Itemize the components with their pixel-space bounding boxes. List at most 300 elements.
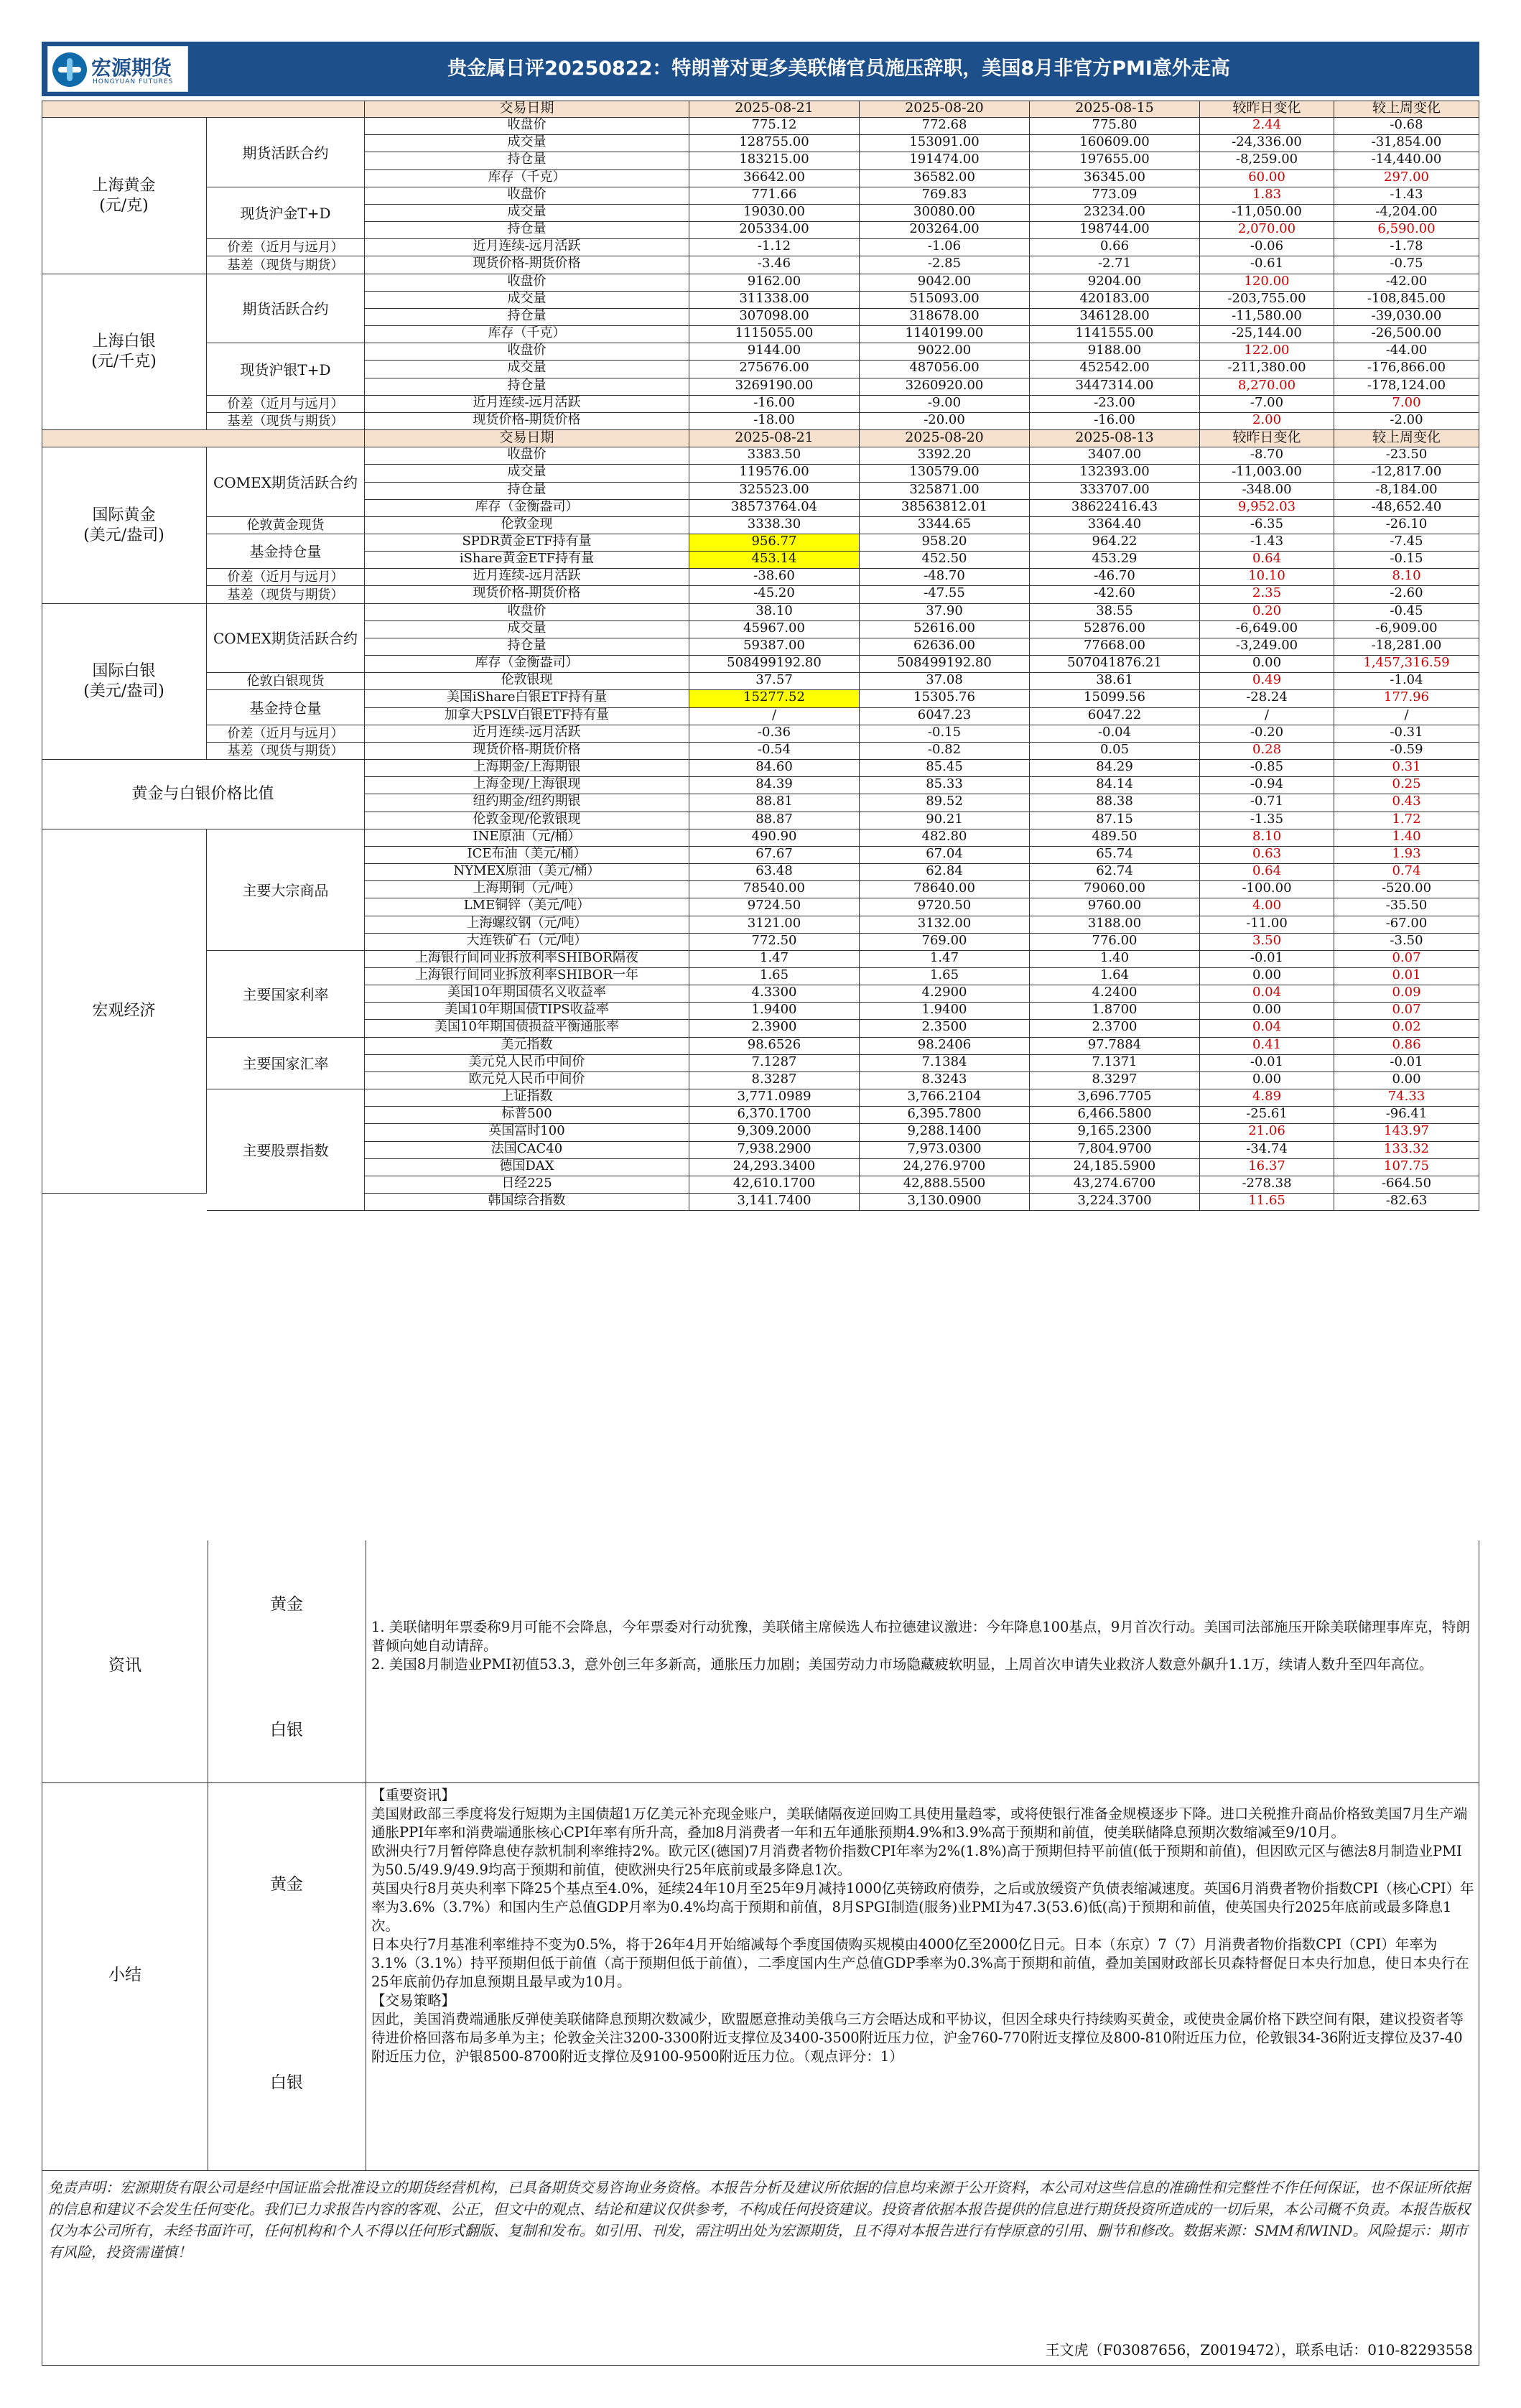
table-cell: 77668.00 [1030, 638, 1200, 656]
table-cell: 1.9400 [860, 1003, 1030, 1020]
table-cell: 769.00 [860, 934, 1030, 951]
table-cell: -278.38 [1200, 1176, 1334, 1194]
table-cell: 42,610.1700 [689, 1176, 860, 1194]
table-cell: 36582.00 [860, 170, 1030, 187]
table-cell: 452542.00 [1030, 361, 1200, 378]
table-cell: 956.77 [689, 534, 860, 552]
row-label: 加拿大PSLV白银ETF持有量 [365, 708, 689, 725]
table-cell: -35.50 [1334, 898, 1479, 916]
table-cell: 3,141.7400 [689, 1194, 860, 1211]
table-cell: -0.01 [1200, 1055, 1334, 1072]
table-cell: 1.65 [689, 968, 860, 985]
table-cell: 333707.00 [1030, 483, 1200, 500]
table-cell: 21.06 [1200, 1124, 1334, 1142]
table-cell: 59387.00 [689, 638, 860, 656]
table-cell: 62636.00 [860, 638, 1030, 656]
table-cell: 36345.00 [1030, 170, 1200, 187]
table-cell: -34.74 [1200, 1142, 1334, 1159]
summary-strategy: 因此，美国消费端通胀反弹使美联储降息预期次数减少，欧盟愿意推动美俄乌三方会晤达成和平协议，但因全球央行持续购买黄金，或使贵金属价格下跌空间有限，建议投资者等待进价格回落布局多单为主；伦敦金关注3200-3300附近支撑位及3400-3500附近压力位，沪金760-770附近支撑位及800-810附近压力位，伦敦银34-36附近支撑位及37-40附近压力位，沪银8500-8700附近支撑位及9100-9500附近压力位。（观点评分：1） [371, 2011, 1464, 2065]
disclaimer-text: 免责声明：宏源期货有限公司是经中国证监会批准设立的期货经营机构，已具备期货交易咨询业务资格。本报告分析及建议所依据的信息均来源于公开资料，本公司对这些信息的准确性和完整性不作任何保证，也不保证所依据的信息和建议不会发生任何变化。我们已力求报告内容的客观、公正，但文中的观点、结论和建议仅供参考，不构成任何投资建议。投资者依据本报告提供的信息进行期货投资所造成的一切后果，本公司概不负责。本报告版权仅为本公司所有，未经书面许可，任何机构和个人不得以任何形式翻版、复制和发布。如引用、刊发，需注明出处为宏源期货，且不得对本报告进行有悖原意的引用、删节和修改。数据来源：SMM和WIND。风险提示：期市有风险，投资需谨慎！ [48, 2179, 1470, 2261]
table-header-cell: 较昨日变化 [1200, 101, 1334, 118]
table-cell: 7.1371 [1030, 1055, 1200, 1072]
table-cell: 3364.40 [1030, 517, 1200, 534]
author-contact: 王文虎（F03087656，Z0019472），联系电话：010-82293558 [1045, 2341, 1473, 2358]
subgroup-label: 现货沪金T+D [207, 187, 365, 239]
table-cell: 0.00 [1334, 1072, 1479, 1089]
table-cell: 62.84 [860, 864, 1030, 881]
summary-section [42, 1783, 1479, 2171]
table-header-cell: 2025-08-21 [689, 101, 860, 118]
table-cell: -7.45 [1334, 534, 1479, 552]
row-label: ICE布油（美元/桶） [365, 847, 689, 864]
subgroup-label: 主要大宗商品 [207, 829, 365, 951]
table-cell: 2.44 [1200, 118, 1334, 135]
row-label: iShare黄金ETF持有量 [365, 552, 689, 569]
table-cell: -0.01 [1200, 951, 1334, 968]
table-cell: -6,649.00 [1200, 621, 1334, 638]
table-cell: 489.50 [1030, 829, 1200, 847]
subgroup-label: 主要股票指数 [207, 1089, 365, 1211]
row-label: 上海期铜（元/吨） [365, 881, 689, 898]
table-cell: 6,395.7800 [860, 1107, 1030, 1124]
subgroup-label: 基差（现货与期货） [207, 743, 365, 760]
table-cell: 3.50 [1200, 934, 1334, 951]
summary-text [371, 1786, 1474, 2066]
table-cell: 0.00 [1200, 968, 1334, 985]
subgroup-label: 伦敦白银现货 [207, 673, 365, 690]
row-label: 持仓量 [365, 222, 689, 239]
table-cell: 23234.00 [1030, 205, 1200, 222]
table-cell: 772.68 [860, 118, 1030, 135]
table-cell: 9,165.2300 [1030, 1124, 1200, 1142]
table-cell: 8.10 [1200, 829, 1334, 847]
table-cell: 45967.00 [689, 621, 860, 638]
table-cell: 0.00 [1200, 1003, 1334, 1020]
table-cell: 3269190.00 [689, 378, 860, 396]
table-cell: -1.35 [1200, 812, 1334, 829]
report-page [42, 42, 1479, 2366]
table-cell: 0.31 [1334, 760, 1479, 777]
table-cell: -3,249.00 [1200, 638, 1334, 656]
table-cell: 307098.00 [689, 309, 860, 326]
table-cell: 119576.00 [689, 465, 860, 483]
subgroup-label: 价差（近月与远月） [207, 725, 365, 743]
table-cell: 1.40 [1030, 951, 1200, 968]
table-cell: 97.7884 [1030, 1038, 1200, 1055]
table-cell: -47.55 [860, 586, 1030, 604]
report-title: 贵金属日评20250822：特朗普对更多美联储官员施压辞职，美国8月非官方PMI意外走高 [447, 57, 1230, 80]
subgroup-label: 基金持仓量 [207, 690, 365, 725]
table-cell: 4.2900 [860, 985, 1030, 1003]
row-label: 伦敦金现/伦敦银现 [365, 812, 689, 829]
row-label: 成交量 [365, 292, 689, 309]
row-label: 美元兑人民币中间价 [365, 1055, 689, 1072]
row-label: 现货价格-期货价格 [365, 586, 689, 604]
row-label: 美国iShare白银ETF持有量 [365, 690, 689, 708]
table-cell: 1.8700 [1030, 1003, 1200, 1020]
table-cell: 1.93 [1334, 847, 1479, 864]
table-cell: -24,336.00 [1200, 135, 1334, 152]
table-cell: 325871.00 [860, 483, 1030, 500]
table-cell: -0.31 [1334, 725, 1479, 743]
table-cell: 0.09 [1334, 985, 1479, 1003]
table-cell: 4.3300 [689, 985, 860, 1003]
table-cell: -0.15 [1334, 552, 1479, 569]
table-cell: 10.10 [1200, 569, 1334, 586]
table-cell: 9204.00 [1030, 274, 1200, 292]
table-cell: -0.45 [1334, 604, 1479, 621]
table-cell: 128755.00 [689, 135, 860, 152]
row-label: 近月连续-远月活跃 [365, 725, 689, 743]
table-cell: 3,771.0989 [689, 1089, 860, 1107]
table-cell: 89.52 [860, 794, 1030, 812]
table-cell: 15277.52 [689, 690, 860, 708]
row-label: 韩国综合指数 [365, 1194, 689, 1211]
table-cell: 79060.00 [1030, 881, 1200, 898]
table-cell: 0.04 [1200, 1020, 1334, 1038]
table-cell: -520.00 [1334, 881, 1479, 898]
row-label: 英国富时100 [365, 1124, 689, 1142]
table-cell: 38563812.01 [860, 500, 1030, 517]
table-cell: 0.74 [1334, 864, 1479, 881]
table-cell: -203,755.00 [1200, 292, 1334, 309]
table-cell: 15099.56 [1030, 690, 1200, 708]
table-cell: -4,204.00 [1334, 205, 1479, 222]
table-cell: 60.00 [1200, 170, 1334, 187]
group-label: 上海黄金 (元/克) [42, 118, 207, 274]
table-cell: 0.04 [1200, 985, 1334, 1003]
table-header-cell: 较昨日变化 [1200, 430, 1334, 447]
table-cell: 0.01 [1334, 968, 1479, 985]
table-header-cell: 2025-08-15 [1030, 101, 1200, 118]
table-cell: 3344.65 [860, 517, 1030, 534]
row-label: INE原油（元/桶） [365, 829, 689, 847]
table-cell: -9.00 [860, 396, 1030, 413]
table-cell: 133.32 [1334, 1142, 1479, 1159]
table-cell: 38.61 [1030, 673, 1200, 690]
table-cell: 776.00 [1030, 934, 1200, 951]
row-label: 收盘价 [365, 343, 689, 361]
table-cell: 37.57 [689, 673, 860, 690]
table-cell: 38.55 [1030, 604, 1200, 621]
subgroup-label: 基差（现货与期货） [207, 586, 365, 604]
table-cell: -67.00 [1334, 916, 1479, 934]
table-cell: 1,457,316.59 [1334, 656, 1479, 673]
news-section-label: 资讯 [108, 1656, 141, 1675]
summary-section-label: 小结 [108, 1966, 141, 1984]
row-label: 库存（千克） [365, 326, 689, 343]
table-cell: 4.00 [1200, 898, 1334, 916]
table-cell: 7,938.2900 [689, 1142, 860, 1159]
row-label: 美国10年期国债TIPS收益率 [365, 1003, 689, 1020]
table-cell: 85.45 [860, 760, 1030, 777]
table-cell: 1.72 [1334, 812, 1479, 829]
table-cell: -8,259.00 [1200, 152, 1334, 170]
table-cell: 30080.00 [860, 205, 1030, 222]
table-cell: -12,817.00 [1334, 465, 1479, 483]
table-cell: 3,696.7705 [1030, 1089, 1200, 1107]
table-cell: 11.65 [1200, 1194, 1334, 1211]
table-header-cell: 交易日期 [365, 430, 689, 447]
table-cell: 0.64 [1200, 552, 1334, 569]
table-cell: -26,500.00 [1334, 326, 1479, 343]
table-cell: 3260920.00 [860, 378, 1030, 396]
table-cell: -2.60 [1334, 586, 1479, 604]
table-cell: 130579.00 [860, 465, 1030, 483]
group-label: 国际黄金 (美元/盎司) [42, 447, 207, 604]
table-cell: 3132.00 [860, 916, 1030, 934]
table-cell: 2.3500 [860, 1020, 1030, 1038]
row-label: 成交量 [365, 621, 689, 638]
row-label: 近月连续-远月活跃 [365, 239, 689, 256]
subgroup-label: 价差（近月与远月） [207, 239, 365, 256]
subgroup-label: 现货沪银T+D [207, 343, 365, 396]
table-cell: 177.96 [1334, 690, 1479, 708]
table-cell: 7,804.9700 [1030, 1142, 1200, 1159]
table-cell: -0.01 [1334, 1055, 1479, 1072]
table-cell: 38622416.43 [1030, 500, 1200, 517]
table-cell: 205334.00 [689, 222, 860, 239]
table-cell: 24,293.3400 [689, 1159, 860, 1176]
table-cell: -11,580.00 [1200, 309, 1334, 326]
table-cell: 1.47 [689, 951, 860, 968]
subgroup-label: 主要国家汇率 [207, 1038, 365, 1089]
row-label: 美元指数 [365, 1038, 689, 1055]
table-cell: -664.50 [1334, 1176, 1479, 1194]
table-cell: 107.75 [1334, 1159, 1479, 1176]
table-cell: -38.60 [689, 569, 860, 586]
table-cell: 325523.00 [689, 483, 860, 500]
table-cell: 318678.00 [860, 309, 1030, 326]
table-header-cell: 较上周变化 [1334, 430, 1479, 447]
table-cell: / [1334, 708, 1479, 725]
table-cell: 0.07 [1334, 1003, 1479, 1020]
table-cell: 16.37 [1200, 1159, 1334, 1176]
table-header-cell: 2025-08-13 [1030, 430, 1200, 447]
row-label: 近月连续-远月活跃 [365, 396, 689, 413]
subgroup-label: 基金持仓量 [207, 534, 365, 569]
table-cell: 1.40 [1334, 829, 1479, 847]
table-cell: -348.00 [1200, 483, 1334, 500]
table-cell: 9042.00 [860, 274, 1030, 292]
table-cell: 37.90 [860, 604, 1030, 621]
table-cell: -108,845.00 [1334, 292, 1479, 309]
table-cell: 0.00 [1200, 1072, 1334, 1089]
table-header-blank [42, 101, 365, 118]
table-cell: 0.00 [1200, 656, 1334, 673]
table-cell: 6,466.5800 [1030, 1107, 1200, 1124]
row-label: 上海银行间同业拆放利率SHIBOR隔夜 [365, 951, 689, 968]
table-cell: -1.12 [689, 239, 860, 256]
news-gold-label: 黄金 [270, 1595, 303, 1614]
table-cell: -0.20 [1200, 725, 1334, 743]
table-cell: 65.74 [1030, 847, 1200, 864]
table-cell: 6047.23 [860, 708, 1030, 725]
table-cell: / [689, 708, 860, 725]
table-cell: -1.06 [860, 239, 1030, 256]
row-label: SPDR黄金ETF持有量 [365, 534, 689, 552]
row-label: 纽约期金/纽约期银 [365, 794, 689, 812]
table-cell: 420183.00 [1030, 292, 1200, 309]
table-cell: -46.70 [1030, 569, 1200, 586]
table-cell: 8,270.00 [1200, 378, 1334, 396]
row-label: 伦敦金现 [365, 517, 689, 534]
table-cell: 3,224.3700 [1030, 1194, 1200, 1211]
table-cell: 0.66 [1030, 239, 1200, 256]
summary-silver-label: 白银 [270, 2073, 303, 2092]
table-cell: 120.00 [1200, 274, 1334, 292]
table-cell: 62.74 [1030, 864, 1200, 881]
table-cell: 9,952.03 [1200, 500, 1334, 517]
table-header-cell: 交易日期 [365, 101, 689, 118]
row-label: 收盘价 [365, 118, 689, 135]
table-cell: 275676.00 [689, 361, 860, 378]
table-cell: 964.22 [1030, 534, 1200, 552]
summary-gold-label: 黄金 [270, 1875, 303, 1894]
summary-paragraph: 欧洲央行7月暂停降息使存款机制利率维持2%。欧元区(德国)7月消费者物价指数CPI年率为2%(1.8%)高于预期但持平前值(低于预期和前值)，但因欧元区与德法8月制造业PMI为50.5/49.9/49.9均高于预期和前值，使欧洲央行25年底前或最多降息1次。 [371, 1843, 1462, 1878]
table-cell: 52616.00 [860, 621, 1030, 638]
table-cell: 769.83 [860, 187, 1030, 205]
table-cell: -8,184.00 [1334, 483, 1479, 500]
table-cell: -1.43 [1334, 187, 1479, 205]
table-cell: -45.20 [689, 586, 860, 604]
row-label: 法国CAC40 [365, 1142, 689, 1159]
table-cell: / [1200, 708, 1334, 725]
table-cell: -0.82 [860, 743, 1030, 760]
table-cell: 122.00 [1200, 343, 1334, 361]
row-label: 上证指数 [365, 1089, 689, 1107]
table-cell: 3338.30 [689, 517, 860, 534]
row-label: 成交量 [365, 465, 689, 483]
table-cell: 6047.22 [1030, 708, 1200, 725]
row-label: 收盘价 [365, 187, 689, 205]
table-cell: 88.38 [1030, 794, 1200, 812]
table-cell: 19030.00 [689, 205, 860, 222]
table-cell: -0.71 [1200, 794, 1334, 812]
table-cell: 2.3700 [1030, 1020, 1200, 1038]
table-cell: 42,888.5500 [860, 1176, 1030, 1194]
table-cell: 1.9400 [689, 1003, 860, 1020]
news-text [371, 1618, 1474, 1674]
table-cell: 9188.00 [1030, 343, 1200, 361]
logo-mark-icon [52, 52, 87, 87]
table-cell: 7,973.0300 [860, 1142, 1030, 1159]
table-cell: -3.50 [1334, 934, 1479, 951]
row-label: NYMEX原油（美元/桶） [365, 864, 689, 881]
table-cell: -1.04 [1334, 673, 1479, 690]
logo-text-cn: 宏源期货 [91, 56, 172, 80]
table-cell: 0.49 [1200, 673, 1334, 690]
table-cell: 453.14 [689, 552, 860, 569]
subgroup-label: 价差（近月与远月） [207, 569, 365, 586]
table-cell: 9144.00 [689, 343, 860, 361]
table-cell: 1.65 [860, 968, 1030, 985]
row-label: 现货价格-期货价格 [365, 413, 689, 430]
table-cell: -100.00 [1200, 881, 1334, 898]
row-label: 大连铁矿石（元/吨） [365, 934, 689, 951]
table-cell: -0.61 [1200, 256, 1334, 274]
row-label: 成交量 [365, 135, 689, 152]
table-cell: 346128.00 [1030, 309, 1200, 326]
summary-paragraph: 英国央行8月英央利率下降25个基点至4.0%，延续24年10月至25年9月减持1000亿英镑政府债券，之后或放缓资产负债表缩减速度。英国6月消费者物价指数CPI（核心CPI）年率为3.6%（3.7%）和国内生产总值GDP月率为0.4%均高于预期和前值，8月SPGI制造(服务)业PMI为47.3(53.6)低(高)于预期和前值，使英国央行2025年底前或最多降息1次。 [371, 1880, 1474, 1934]
table-cell: -42.00 [1334, 274, 1479, 292]
table-cell: 0.64 [1200, 864, 1334, 881]
table-cell: 9022.00 [860, 343, 1030, 361]
table-cell: 0.43 [1334, 794, 1479, 812]
table-cell: 508499192.80 [860, 656, 1030, 673]
table-cell: 3407.00 [1030, 447, 1200, 465]
table-cell: -0.94 [1200, 777, 1334, 794]
table-cell: -20.00 [860, 413, 1030, 430]
table-cell: 3188.00 [1030, 916, 1200, 934]
table-cell: 3392.20 [860, 447, 1030, 465]
table-cell: 1141555.00 [1030, 326, 1200, 343]
news-item: 2. 美国8月制造业PMI初值53.3，意外创三年多新高，通胀压力加剧；美国劳动力市场隐藏疲软明显，上周首次申请失业救济人数意外飙升1.1万，续请人数升至四年高位。 [371, 1656, 1433, 1673]
row-label: 日经225 [365, 1176, 689, 1194]
row-label: 持仓量 [365, 378, 689, 396]
subgroup-label: 基差（现货与期货） [207, 256, 365, 274]
report-header [42, 42, 1479, 96]
table-cell: 0.25 [1334, 777, 1479, 794]
group-label: 宏观经济 [42, 829, 207, 1194]
table-cell: 9,309.2000 [689, 1124, 860, 1142]
table-cell: 775.12 [689, 118, 860, 135]
table-cell: 36642.00 [689, 170, 860, 187]
table-cell: -16.00 [689, 396, 860, 413]
table-cell: -1.43 [1200, 534, 1334, 552]
row-label: 库存（千克） [365, 170, 689, 187]
subgroup-label: COMEX期货活跃合约 [207, 604, 365, 673]
row-label: 上海期金/上海期银 [365, 760, 689, 777]
table-cell: -31,854.00 [1334, 135, 1479, 152]
row-label: 持仓量 [365, 152, 689, 170]
summary-paragraph: 美国财政部三季度将发行短期为主国债超1万亿美元补充现金账户，美联储隔夜逆回购工具使用量趋零，或将使银行准备金规模逐步下降。进口关税推升商品价格致美国7月生产端通胀PPI年率和消费端通胀核心CPI年率有所升高，叠加8月消费者一年和五年通胀预期4.9%和3.9%高于预期和前值，使美联储降息预期次数缩减至9/10月。 [371, 1805, 1468, 1841]
table-cell: 98.6526 [689, 1038, 860, 1055]
row-label: LME铜锌（美元/吨） [365, 898, 689, 916]
row-label: 上海银行间同业拆放利率SHIBOR一年 [365, 968, 689, 985]
table-cell: 3383.50 [689, 447, 860, 465]
row-label: 上海金现/上海银现 [365, 777, 689, 794]
table-cell: -25,144.00 [1200, 326, 1334, 343]
table-cell: 4.89 [1200, 1089, 1334, 1107]
news-silver-label: 白银 [270, 1721, 303, 1739]
table-header-cell: 较上周变化 [1334, 101, 1479, 118]
row-label: 成交量 [365, 361, 689, 378]
row-label: 近月连续-远月活跃 [365, 569, 689, 586]
table-cell: 160609.00 [1030, 135, 1200, 152]
table-cell: 191474.00 [860, 152, 1030, 170]
table-cell: -2.85 [860, 256, 1030, 274]
table-cell: 0.41 [1200, 1038, 1334, 1055]
table-cell: 2.35 [1200, 586, 1334, 604]
table-cell: 84.29 [1030, 760, 1200, 777]
table-cell: 67.67 [689, 847, 860, 864]
table-cell: 297.00 [1334, 170, 1479, 187]
table-cell: -7.00 [1200, 396, 1334, 413]
row-label: 欧元兑人民币中间价 [365, 1072, 689, 1089]
group-label: 黄金与白银价格比值 [42, 760, 365, 829]
table-cell: 2.00 [1200, 413, 1334, 430]
table-cell: 452.50 [860, 552, 1030, 569]
table-cell: 78540.00 [689, 881, 860, 898]
table-cell: -48,652.40 [1334, 500, 1479, 517]
table-cell: 0.28 [1200, 743, 1334, 760]
table-cell: -18,281.00 [1334, 638, 1479, 656]
table-cell: 0.86 [1334, 1038, 1479, 1055]
news-section [42, 1540, 1479, 1783]
table-cell: 7.00 [1334, 396, 1479, 413]
table-cell: -44.00 [1334, 343, 1479, 361]
